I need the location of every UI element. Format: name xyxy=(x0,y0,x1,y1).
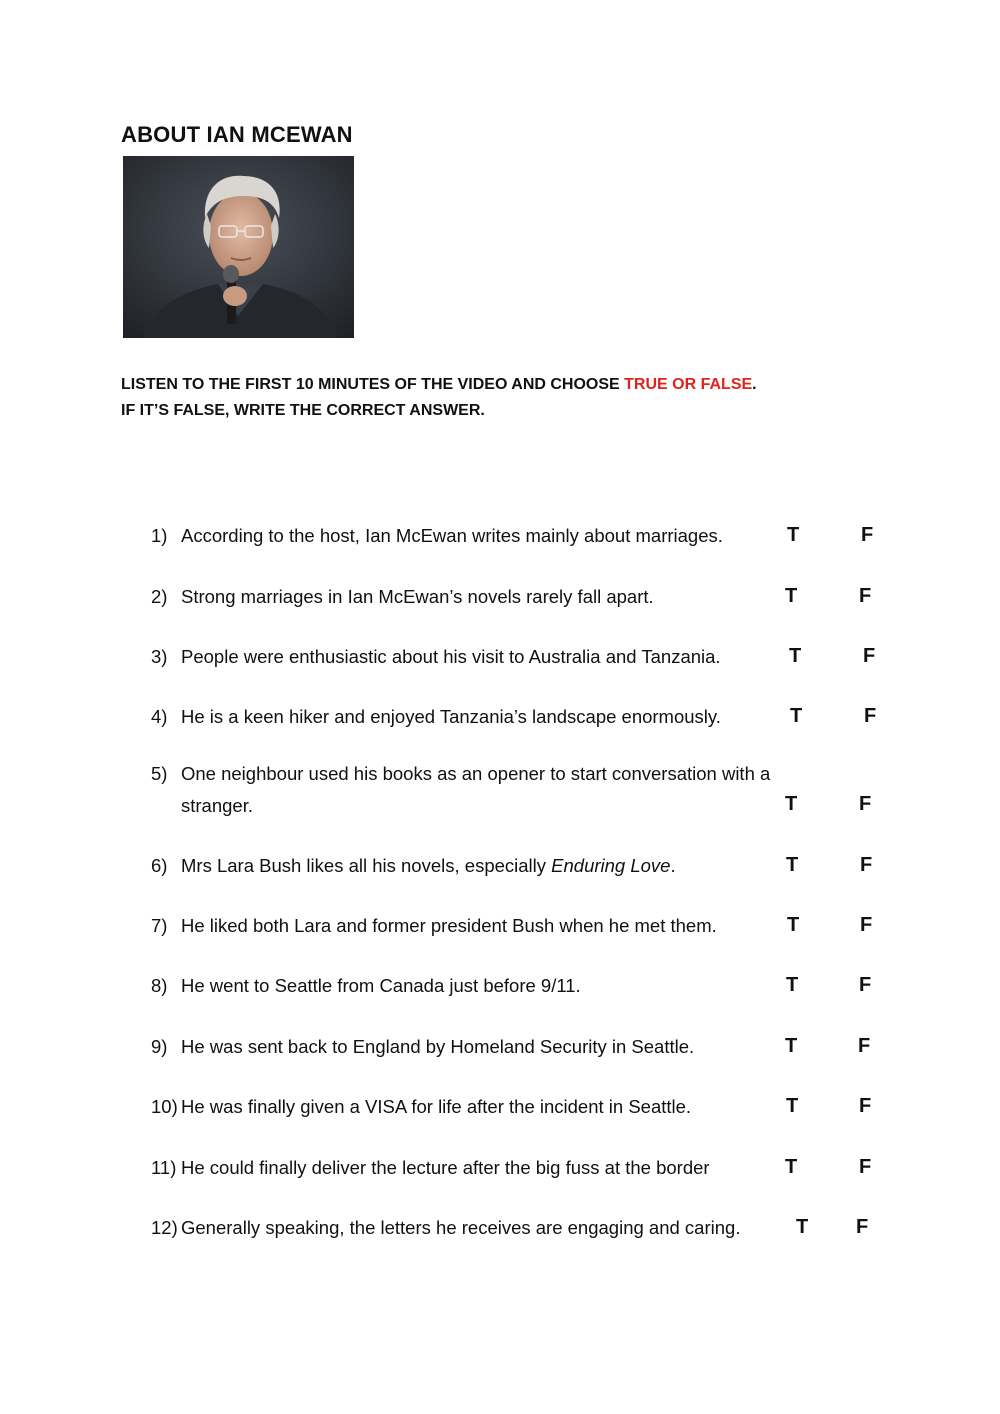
true-option-11[interactable]: T xyxy=(785,1156,798,1178)
instructions-line2: IF IT’S FALSE, WRITE THE CORRECT ANSWER. xyxy=(121,402,485,419)
false-option-10[interactable]: F xyxy=(859,1095,872,1117)
true-option-8[interactable]: T xyxy=(786,974,799,996)
question-12: 12) Generally speaking, the letters he receives are engaging and caring. xyxy=(151,1217,741,1238)
question-7: 7) He liked both Lara and former president Bush when he met them. xyxy=(151,915,717,936)
false-option-1[interactable]: F xyxy=(861,524,874,546)
question-4: 4) He is a keen hiker and enjoyed Tanzania’s landscape enormously. xyxy=(151,706,721,727)
novel-title: Enduring Love xyxy=(551,855,671,876)
question-1: 1) According to the host, Ian McEwan writes mainly about marriages. xyxy=(151,525,723,546)
true-option-9[interactable]: T xyxy=(785,1035,798,1057)
true-option-10[interactable]: T xyxy=(786,1095,799,1117)
false-option-11[interactable]: F xyxy=(859,1156,872,1178)
author-photo xyxy=(123,156,354,338)
question-3: 3) People were enthusiastic about his visit to Australia and Tanzania. xyxy=(151,646,721,667)
true-option-3[interactable]: T xyxy=(789,645,802,667)
question-5: 5) One neighbour used his books as an opener to start conversation with a stranger. xyxy=(151,763,771,816)
page-title: ABOUT IAN MCEWAN xyxy=(121,122,353,147)
true-or-false-highlight: TRUE OR FALSE xyxy=(624,376,753,393)
true-option-7[interactable]: T xyxy=(787,914,800,936)
instructions-line1: LISTEN TO THE FIRST 10 MINUTES OF THE VIDEO AND CHOOSE TRUE OR FALSE. xyxy=(121,376,757,393)
question-10: 10) He was finally given a VISA for life after the incident in Seattle. xyxy=(151,1096,692,1117)
false-option-6[interactable]: F xyxy=(860,854,873,876)
false-option-5[interactable]: F xyxy=(859,793,872,815)
true-option-12[interactable]: T xyxy=(796,1216,809,1238)
true-option-2[interactable]: T xyxy=(785,585,798,607)
false-option-12[interactable]: F xyxy=(856,1216,869,1238)
true-option-1[interactable]: T xyxy=(787,524,800,546)
false-option-8[interactable]: F xyxy=(859,974,872,996)
question-11: 11) He could finally deliver the lecture after the big fuss at the border xyxy=(151,1157,710,1178)
question-6: 6) Mrs Lara Bush likes all his novels, especially Enduring Love. xyxy=(151,855,676,876)
false-option-7[interactable]: F xyxy=(860,914,873,936)
true-option-4[interactable]: T xyxy=(790,705,803,727)
true-option-5[interactable]: T xyxy=(785,793,798,815)
instructions xyxy=(121,372,757,424)
true-option-6[interactable]: T xyxy=(786,854,799,876)
false-option-9[interactable]: F xyxy=(858,1035,871,1057)
question-2: 2) Strong marriages in Ian McEwan’s novels rarely fall apart. xyxy=(151,586,654,607)
false-option-4[interactable]: F xyxy=(864,705,877,727)
false-option-3[interactable]: F xyxy=(863,645,876,667)
false-option-2[interactable]: F xyxy=(859,585,872,607)
question-9: 9) He was sent back to England by Homeland Security in Seattle. xyxy=(151,1036,695,1057)
question-8: 8) He went to Seattle from Canada just before 9/11. xyxy=(151,975,581,996)
